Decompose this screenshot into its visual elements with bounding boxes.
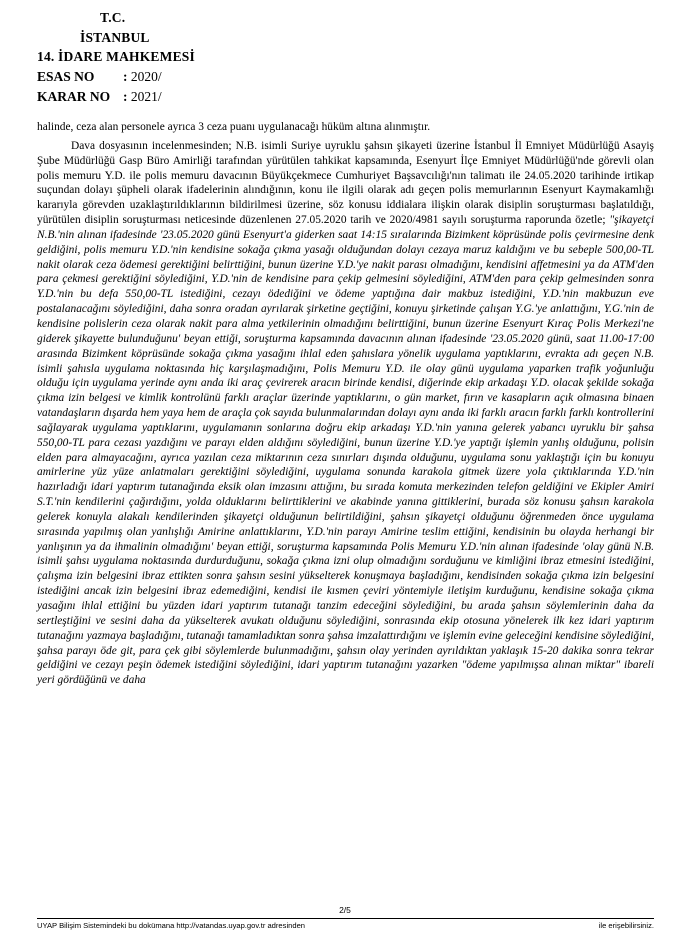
- karar-no-row: [37, 89, 162, 105]
- karar-no-colon: :: [123, 89, 128, 104]
- decision-body: [37, 120, 654, 688]
- esas-no-label: ESAS NO: [37, 69, 95, 84]
- case-review-quoted-statements: "şikayetçi N.B.'nin alınan ifadesinde '23.05.2020 günü Esenyurt'a giderken saat 14:15 sıralarında Bizimkent köprüsünde polis çevirmesine denk geldiğini, polis memuru Y.D.'nin kendisine sokağa çıkma yasağı olduğundan dolayı cezaya maruz kaldığını ve bu sebeple 500,00-TL nakit olarak ceza ödemesi gerektiğini belirttiğini, bunun üzerine Y.D.'ye nakit parası olmadığını, kendisini affetmesini ya da ATM'den para çekmesi gerektiğini söylediğini, Y.D.'nin de kendisine para çekip gelmesini söylediğini, ATM'den para çekip gelmesinden sonra Y.D.'nin bu defa 550,00-TL istediğini, cezayı ödediğini ve ödeme yaptığına dair makbuz istediğini, Y.D.'nin makbuzun eve postalanacağını söylediğini, daha sonra oradan ayrılarak şirketine geçtiğini, konuyu şirketinde çalışan Y.G.'ye anlattığını, Y.G.'nin de kendisine polislerin ceza olarak nakit para alma yetkilerinin olmadığını belirttiğini, bunun üzerine Esenyurt Kıraç Polis Merkezi'ne giderek şikayette bulunduğunu' beyan ettiği, soruşturma kapsamında davacının alınan ifadesinde '23.05.2020 günü, saat 11.00-17:00 arasında Bizimkent köprüsünde sokağa çıkma yasağını ihlal eden şahıslara yönelik uygulama yaptıklarını, evrakta adı geçen N.B. isimli şahısla uygulama noktasında hiç karşılaşmadığını, Polis Memuru Y.D. ile olay günü uygulama yaparken trafik yoğunluğu olduğu için uygulama yerinde aynı anda iki araç çevirerek aracın birinde kendisi, diğerinde ekip arkadaşı Y.D. olacak şekilde sokağa çıkma izin belgesi ve kimlik kontrolünü farklı araçlar üzerinde yaptıklarını, o gün market, fırın ve kasapların açık olmasına binaen vatandaşların dışarda hem yaya hem de araçla çok sayıda bulunmalarından dolayı aynı anda iki farklı aracın farklı farklı kontrollerini sağlayarak uygulama yaptıklarını, uygulamanın sonlarına doğru ekip arkadaşı Y.D.'nin yanına gelerek yabancı uyruklu bir şahsa 550,00-TL para cezası yazdığını ve parayı elden aldığını söylediğini, bunun üzerine Y.D.'ye yaptığı işlemin yanlış olduğunu, polisin elden para almayacağını, ayrıca yazılan ceza miktarının ceza sınırları dışında olduğunu, uygulama sonu yaklaştığı için bu konuyu amirlerine yüz yüze anlatmaları gerektiğini söylediğini, uygulama sonunda karakola gitmek üzere yola çıktıklarında Y.D.'nin hazırladığı idari yaptırım tutanağında eksik olan imzasını attığını, bu sırada komuta merkezinden telefon geldiğini ve Ekipler Amiri S.T.'nin kendilerini çağırdığını, yolda olduklarını belirttiklerini ve akabinde yanına gittiklerini, burada söz konusu şahsın karakola gelerek konuyla alakalı kendilerinden şikayetçi olduğunun belirtildiğini, şahsın şikayetçi olduğunu öğrenmeden önce uygulama sırasında yapılmış olan yanlışlığı Amirine anlattıklarını, Y.D.'nin parayı Amirine teslim ettiğini, kendisinin bu olayda herhangi bir yanlışının ya da ihmalinin olmadığını' beyan ettiği, soruşturma kapsamında Polis Memuru Y.D.'nin alınan ifadesinde 'olay günü N.B. isimli şahsı uygulama noktasında durdurduğunu, sokağa çıkma izni olup olmadığını sorduğunu ve kimliğini ibraz etmesini istediğini, çalışma izin belgesini ibraz ettikten sonra şahsın sesini yükselterek konuşmaya başladığını, kendisinden sokağa çıkma izin belgesini istediğini ancak izin belgesini ibraz edemediğini, kendisi ile kısmen çeviri yöntemiyle iletişim kurduğunu, kendisine sokağa çıkma yasağını ihlal ettiğini bu yüzden idari yaptırım tutanağı tanzim edeceğini söylediğini, bu arada şahsın söylemlerinin daha da sertleştiğini ve sesini daha da yükselterek avukatı olduğunu söylediğini, sonrasında ekip otosuna yönelerek ilk kez idari yaptırım tutanağını yazmaya başladığını, tutanağı tamamladıktan sonra şahsa imzalattırdığını ve işlemin evine geleceğini kendisine söylediğini, şahsa parayı öde git, para çek gibi söylemlerde bulunmadığını, şahsın olay yerinden ayrıldıktan yaklaşık 15-20 dakika sonra tekrar geldiğini ve cezayı peşin ödemek istediğini söylediğini, idari yaptırım tutanağını yazarken "ödeme yapılmışsa alınan miktar" ibareli yeri gördüğünü ve daha: [37, 214, 654, 687]
- esas-no-row: [37, 69, 162, 85]
- karar-no-value: 2021/: [130, 89, 162, 104]
- paragraph-case-review: [37, 139, 654, 688]
- footer-divider: [37, 918, 654, 919]
- esas-no-value: 2020/: [130, 69, 162, 84]
- header-court-name: 14. İDARE MAHKEMESİ: [37, 49, 195, 64]
- esas-no-colon: :: [123, 69, 128, 84]
- karar-no-label: KARAR NO: [37, 89, 111, 104]
- footer-access-notice: ile erişebilirsiniz.: [598, 921, 654, 930]
- case-review-intro: Dava dosyasının incelenmesinden; N.B. isimli Suriye uyruklu şahsın şikayeti üzerine İstanbul İl Emniyet Müdürlüğü Asayiş Şube Müdürlüğü Gasp Büro Amirliği tarafından yürütülen tahkikat kapsamında, Esenyurt İlçe Emniyet Müdürlüğü'nde görevli olan polis memuru Y.D. ile polis memuru davacının Büyükçekmece Cumhuriyet Başsavcılığı'nın talimatı ile 24.05.2020 tarihinde irtikap suçundan dolayı şüpheli olarak ifadelerinin alındığının, konu ile ilgili olarak adı geçen polis memurlarının Esenyurt Kaymakamlığı kararıyla görevden uzaklaştırıldıklarının bildirilmesi üzerine, söz konusu iddialara ilişkin olarak disiplin soruşturması başlatıldığı, yürütülen disiplin soruşturması neticesinde düzenlenen 27.05.2020 tarih ve 2020/4981 sayılı soruşturma raporunda özetle;: [37, 139, 654, 227]
- header-tc: T.C.: [100, 10, 126, 25]
- paragraph-continuation: halinde, ceza alan personele ayrıca 3 ceza puanı uygulanacağı hüküm altına alınmıştır.: [37, 121, 431, 133]
- header-city: İSTANBUL: [80, 30, 150, 45]
- footer-uyap-notice: UYAP Bilişim Sistemindeki bu dokümana http://vatandas.uyap.gov.tr adresinden: [37, 921, 306, 930]
- page-number: 2/5: [339, 905, 351, 915]
